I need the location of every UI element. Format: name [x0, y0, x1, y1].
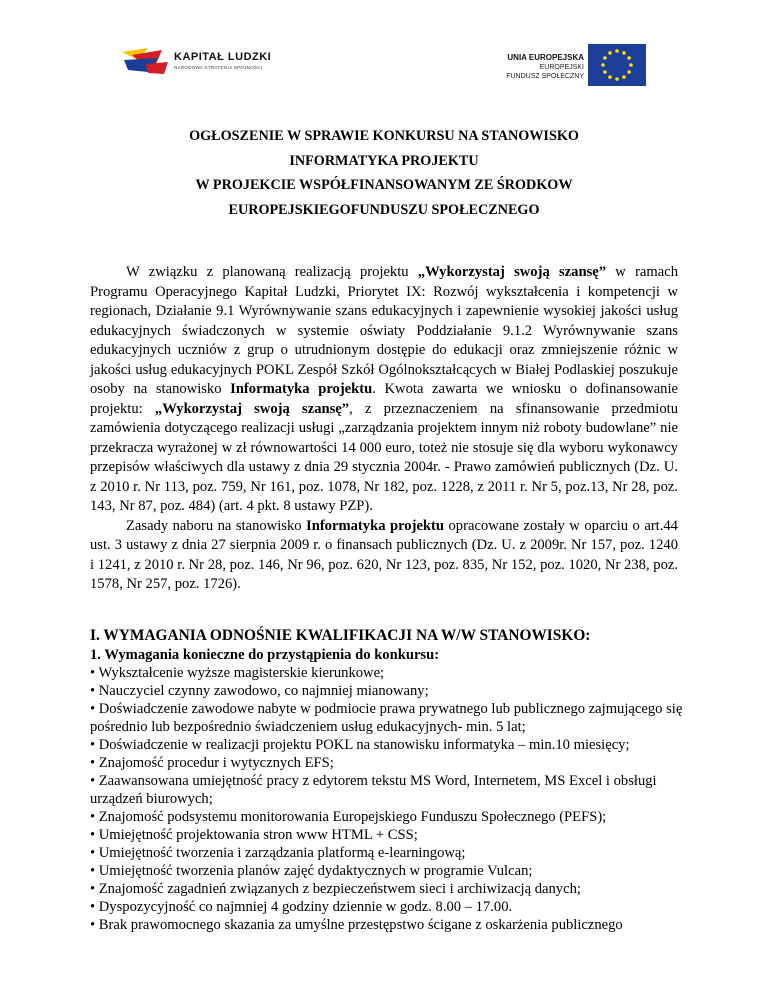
- p2-text-a: Zasady naboru na stanowisko: [126, 517, 307, 534]
- list-item: • Znajomość zagadnień związanych z bezpieczeństwem sieci i archiwizacją danych;: [90, 881, 581, 897]
- p1-project-name-2: „Wykorzystaj swoją szansę”: [154, 400, 350, 417]
- eu-logo-text: [506, 52, 584, 81]
- list-item: • Umiejętność projektowania stron www HTML + CSS;: [90, 827, 418, 843]
- list-item: • Brak prawomocnego skazania za umyślne przestępstwo ścigane z oskarżenia publicznego: [90, 917, 623, 933]
- kapital-ludzki-title: KAPITAŁ LUDZKI: [174, 51, 272, 63]
- section-heading: I. WYMAGANIA ODNOŚNIE KWALIFIKACJI NA W/W STANOWISKO:: [90, 627, 591, 644]
- eu-logo-line3: FUNDUSZ SPOŁECZNY: [506, 73, 584, 80]
- document-title: [0, 124, 768, 222]
- intro-paragraph-2: [90, 517, 678, 595]
- p1-project-name: „Wykorzystaj swoją szansę”: [417, 264, 607, 280]
- title-line-1: OGŁOSZENIE W SPRAWIE KONKURSU NA STANOWISKO: [189, 128, 579, 144]
- p1-position-name: Informatyka projektu: [230, 381, 373, 397]
- list-item: • Doświadczenie w realizacji projektu POKL na stanowisku informatyka – min.10 miesięcy;: [90, 737, 630, 753]
- p1-text-a: W związku z planowaną realizacją projektu: [126, 264, 418, 280]
- title-line-4: EUROPEJSKIEGOFUNDUSZU SPOŁECZNEGO: [228, 201, 540, 218]
- section-subheading: 1. Wymagania konieczne do przystąpienia do konkursu:: [90, 647, 440, 663]
- requirements-section: [90, 626, 690, 934]
- list-item: • Znajomość procedur i wytycznych EFS;: [90, 755, 334, 771]
- intro-body: [90, 263, 678, 595]
- kapital-ludzki-emblem-icon: [118, 46, 170, 76]
- p1-text-e: . Kwota zawarta we wniosku o dofinansowanie projektu:: [90, 381, 678, 417]
- list-item: • Nauczyciel czynny zawodowo, co najmniej mianowany;: [90, 683, 429, 699]
- list-item: • Umiejętność tworzenia i zarządzania platformą e-learningową;: [90, 845, 466, 861]
- eu-logo: [494, 44, 646, 88]
- p1-text-g: , z przeznaczeniem na sfinansowanie przedmiotu zamówienia dotyczącego realizacji usługi „zarządzania projektem innym niż roboty budowlane” nie przekracza wyrażonej w zł równowartości 14 000 euro, toteż nie stosuje się dla wyboru wykonawcy przepisów właściwych dla ustawy z dnia 29 stycznia 2004r. - Prawo zamówień publicznych (Dz. U. z 2010 r. Nr 113, poz. 759, Nr 161, poz. 1078, Nr 182, poz. 1228, z 2011 r. Nr 5, poz.13, Nr 28, poz. 143, Nr 87, poz. 484) (art. 4 pkt. 8 ustawy PZP).: [90, 400, 679, 514]
- p2-text-c: opracowane zostały w oparciu o art.44 ust. 3 ustawy z dnia 27 sierpnia 2009 r. o finansach publicznych (Dz. U. z 2009r. Nr 157, poz. 1240 i 1241, z 2010 r. Nr 28, poz. 146, Nr 96, poz. 620, Nr 123, poz. 835, Nr 152, poz. 1020, Nr 238, poz. 1578, Nr 257, poz. 1726).: [90, 517, 678, 592]
- list-item: • Wykształcenie wyższe magisterskie kierunkowe;: [90, 665, 385, 681]
- title-line-2: INFORMATYKA PROJEKTU: [289, 152, 479, 169]
- title-line-3: W PROJEKCIE WSPÓŁFINANSOWANYM ZE ŚRODKOW: [195, 177, 573, 193]
- requirements-list: [90, 664, 690, 934]
- p1-text-c: w ramach Programu Operacyjnego Kapitał Ludzki, Priorytet IX: Rozwój wykształcenia i kompetencji w regionach, Działanie 9.1 Wyrównywanie szans edukacyjnych i zapewnienie wysokiej jakości usług edukacyjnych świadczonych w systemie oświaty Poddziałanie 9.1.2 Wyrównywanie szans edukacyjnych uczniów z grup o utrudnionym dostępie do edukacji oraz zmniejszenie różnic w jakości usług edukacyjnych POKL Zespół Szkół Ogólnokształcących w Białej Podlaskiej poszukuje osoby na stanowisko: [90, 264, 679, 397]
- list-item: • Doświadczenie zawodowe nabyte w podmiocie prawa prywatnego lub publicznego zajmującego się pośrednio lub bezpośrednio świadczeniem usług edukacyjnych- min. 5 lat;: [90, 701, 683, 735]
- p2-position-name: Informatyka projektu: [306, 517, 445, 534]
- eu-logo-line1: UNIA EUROPEJSKA: [507, 53, 584, 62]
- kapital-ludzki-logo: [118, 46, 308, 78]
- eu-flag-icon: [588, 44, 646, 86]
- eu-logo-line2: EUROPEJSKI: [539, 64, 584, 71]
- list-item: • Umiejętność tworzenia planów zajęć dydaktycznych w programie Vulcan;: [90, 863, 533, 879]
- list-item: • Znajomość podsystemu monitorowania Europejskiego Funduszu Społecznego (PEFS);: [90, 809, 607, 825]
- list-item: • Dyspozycyjność co najmniej 4 godziny dziennie w godz. 8.00 – 17.00.: [90, 899, 513, 915]
- kapital-ludzki-subtitle: NARODOWA STRATEGIA SPÓJNOŚCI: [174, 65, 263, 70]
- list-item: • Zaawansowana umiejętność pracy z edytorem tekstu MS Word, Internetem, MS Excel i obsługi urządzeń biurowych;: [90, 773, 657, 807]
- intro-paragraph-1: [90, 263, 678, 517]
